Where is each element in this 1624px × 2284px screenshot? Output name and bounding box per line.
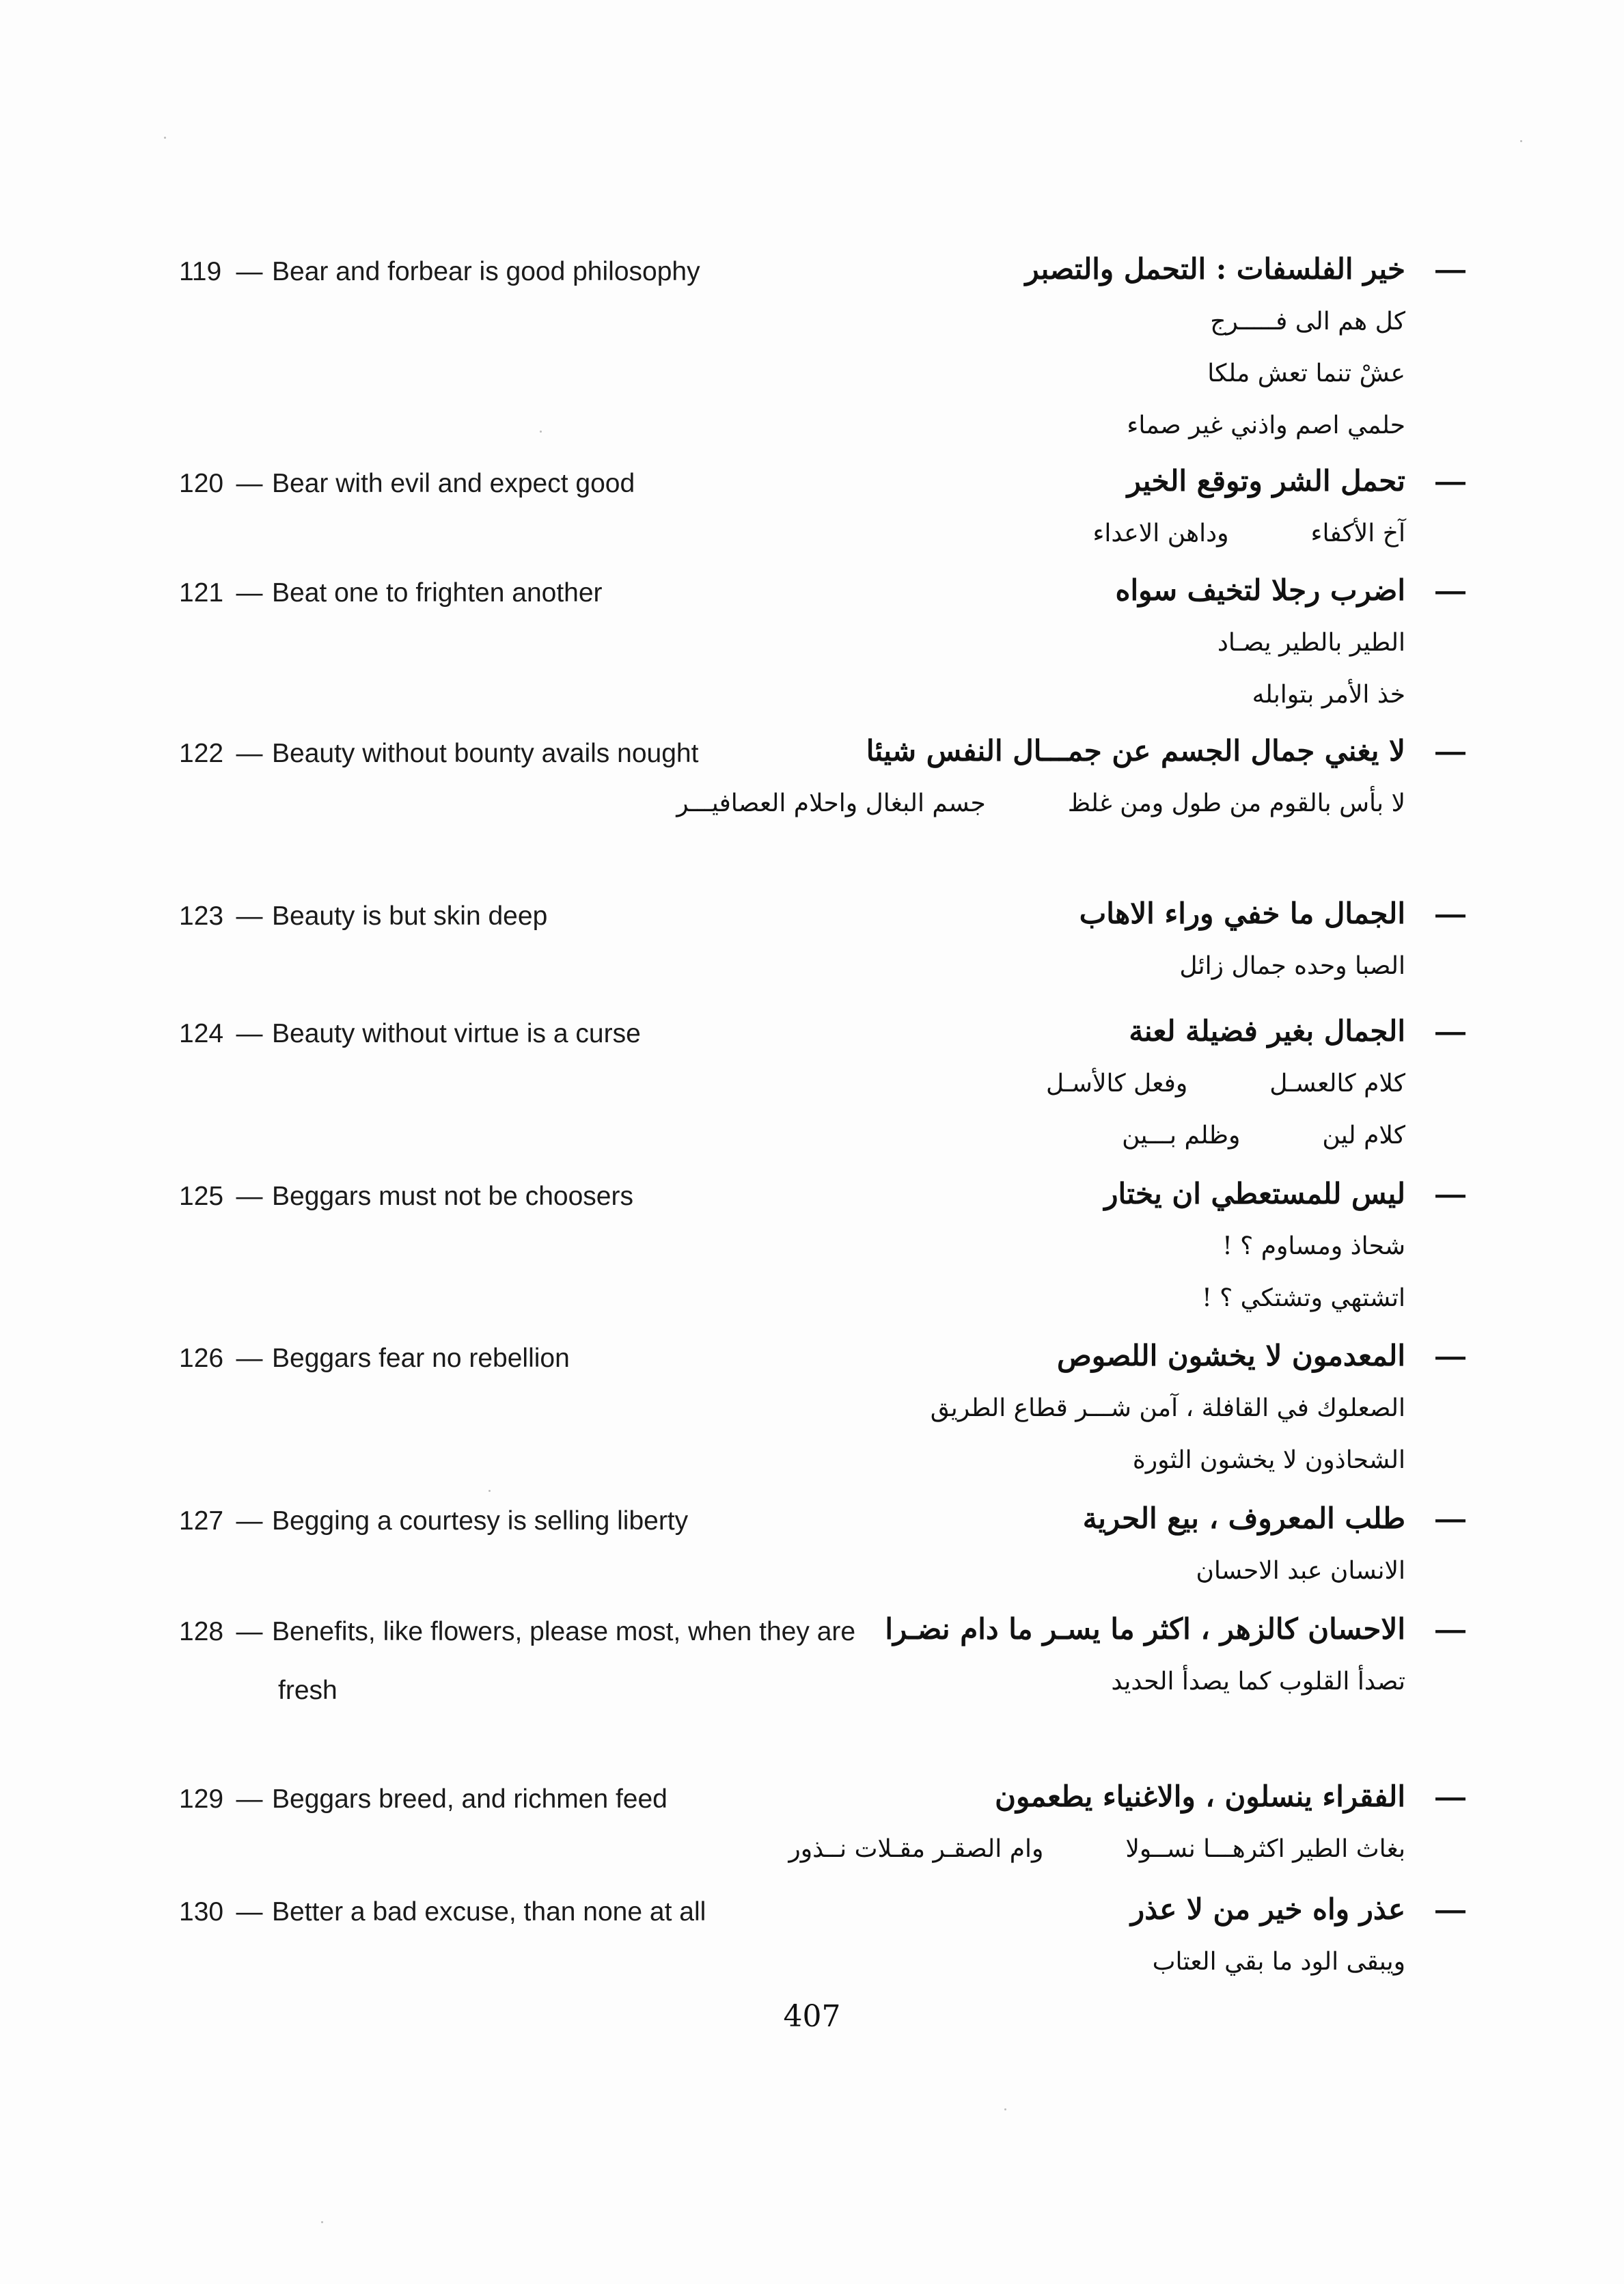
arabic-proverb: — طلب المعروف ، بيع الحرية الانسان عبد الاحسان bbox=[0, 1492, 1624, 1597]
english-proverb: 121 — Beat one to frighten another bbox=[179, 564, 972, 623]
arabic-proverb: — المعدمون لا يخشون اللصوص الصعلوك في القافلة ، آمن شـــر قطاع الطريق الشحاذون لا يخشون الثورة bbox=[0, 1329, 1624, 1486]
english-text: Beauty is but skin deep bbox=[272, 901, 548, 931]
arabic-heading: المعدمون لا يخشون اللصوص bbox=[1057, 1339, 1405, 1372]
arabic-verse: عشْ تنما تعش ملكا bbox=[1207, 359, 1405, 388]
arabic-heading: الفقراء ينسلون ، والاغنياء يطعمون bbox=[995, 1780, 1405, 1813]
arabic-heading: الجمال بغير فضيلة لعنة bbox=[1129, 1014, 1405, 1048]
english-text: Beauty without bounty avails nought bbox=[272, 739, 699, 768]
english-text: Begging a courtesy is selling liberty bbox=[272, 1506, 689, 1536]
english-proverb: 130 — Better a bad excuse, than none at all bbox=[179, 1883, 972, 1942]
english-text: Better a bad excuse, than none at all bbox=[272, 1897, 706, 1927]
entry-number: 122 bbox=[179, 739, 224, 768]
page-number: 407 bbox=[783, 1999, 841, 2034]
english-text: Benefits, like flowers, please most, when they are bbox=[272, 1617, 856, 1646]
english-proverb: 120 — Bear with evil and expect good bbox=[179, 454, 972, 513]
entry-number: 123 bbox=[179, 901, 224, 931]
english-text: Beggars breed, and richmen feed bbox=[272, 1784, 668, 1814]
scan-speck bbox=[488, 1490, 491, 1492]
arabic-verse: آخ الأكفاء وداهن الاعداء bbox=[1092, 519, 1405, 547]
entry-number: 119 bbox=[179, 257, 222, 286]
english-proverb: 122 — Beauty without bounty avails nought bbox=[179, 724, 972, 783]
arabic-proverb: — تحمل الشر وتوقع الخير آخ الأكفاء وداهن الاعداء bbox=[0, 454, 1624, 560]
arabic-proverb: — لا يغني جمال الجسم عن جمـــال النفس شيئا لا بأس بالقوم من طول ومن غلظ جسم البغال واحلام العصافيـــر bbox=[0, 724, 1624, 830]
arabic-verse: الصبا وحده جمال زائل bbox=[1179, 952, 1405, 980]
english-proverb: 129 — Beggars breed, and richmen feed bbox=[179, 1770, 972, 1829]
arabic-verse: تصدأ القلوب كما يصدأ الحديد bbox=[1111, 1668, 1405, 1696]
entry-number: 127 bbox=[179, 1506, 224, 1536]
arabic-verse: بغاث الطير اكثرهـــا نســولا وام الصقـر مقـلات نــذور bbox=[788, 1835, 1405, 1863]
arabic-heading: الجمال ما خفي وراء الاهاب bbox=[1079, 897, 1405, 930]
arabic-verse: ويبقى الود ما بقي العتاب bbox=[1152, 1948, 1405, 1976]
arabic-verse: الشحاذون لا يخشون الثورة bbox=[1132, 1446, 1405, 1474]
arabic-verse: الانسان عبد الاحسان bbox=[1196, 1557, 1405, 1585]
english-proverb: 124 — Beauty without virtue is a curse bbox=[179, 1005, 972, 1063]
scan-speck bbox=[540, 431, 542, 433]
arabic-verse: لا بأس بالقوم من طول ومن غلظ جسم البغال واحلام العصافيـــر bbox=[676, 789, 1405, 817]
entry-number: 126 bbox=[179, 1344, 224, 1373]
arabic-proverb: — الاحسان كالزهر ، اكثر ما يسـر ما دام نضـرا تصدأ القلوب كما يصدأ الحديد bbox=[0, 1603, 1624, 1708]
scan-speck bbox=[164, 137, 166, 139]
arabic-verse: اتشتهي وتشتكي ؟ ! bbox=[1202, 1284, 1405, 1312]
english-proverb: 119 — Bear and forbear is good philosophy bbox=[179, 243, 972, 301]
arabic-heading: خير الفلسفات : التحمل والتصبر bbox=[1025, 252, 1405, 286]
english-text: Beat one to frighten another bbox=[272, 578, 603, 608]
arabic-proverb: — الجمال ما خفي وراء الاهاب الصبا وحده جمال زائل bbox=[0, 887, 1624, 992]
entry-number: 129 bbox=[179, 1784, 224, 1814]
entry-number: 130 bbox=[179, 1897, 224, 1927]
arabic-verse: كل هم الى فـــــرج bbox=[1210, 308, 1405, 336]
english-text: Beggars must not be choosers bbox=[272, 1182, 633, 1211]
arabic-verse: حلمي اصم واذني غير صماء bbox=[1127, 411, 1405, 439]
arabic-heading: اضرب رجلا لتخيف سواه bbox=[1115, 573, 1405, 607]
english-proverb: 128 — Benefits, like flowers, please most, when they are fresh bbox=[179, 1603, 972, 1720]
arabic-proverb: — ليس للمستعطي ان يختار شحاذ ومساوم ؟ ! اتشتهي وتشتكي ؟ ! bbox=[0, 1167, 1624, 1324]
arabic-verse: خذ الأمر بتوابله bbox=[1252, 681, 1405, 709]
arabic-verse: كلام كالعسـل وفعل كالأسـل bbox=[1045, 1070, 1405, 1098]
arabic-heading: طلب المعروف ، بيع الحرية bbox=[1082, 1501, 1405, 1535]
arabic-verse: الطير بالطير يصـاد bbox=[1217, 629, 1405, 657]
english-proverb: 127 — Begging a courtesy is selling liberty bbox=[179, 1492, 972, 1551]
arabic-heading: الاحسان كالزهر ، اكثر ما يسـر ما دام نضـرا bbox=[885, 1612, 1405, 1646]
arabic-proverb: — الجمال بغير فضيلة لعنة كلام كالعسـل وفعل كالأسـل كلام لين وظلم بـــين bbox=[0, 1005, 1624, 1162]
arabic-heading: عذر واه خير من لا عذر bbox=[1130, 1892, 1405, 1926]
english-proverb: 123 — Beauty is but skin deep bbox=[179, 887, 972, 946]
scan-speck bbox=[1520, 140, 1522, 142]
english-text: Bear with evil and expect good bbox=[272, 469, 635, 498]
english-text: Bear and forbear is good philosophy bbox=[272, 257, 700, 286]
arabic-proverb: — اضرب رجلا لتخيف سواه الطير بالطير يصـاد خذ الأمر بتوابله bbox=[0, 564, 1624, 721]
arabic-verse: كلام لين وظلم بـــين bbox=[1122, 1121, 1405, 1150]
arabic-heading: ليس للمستعطي ان يختار bbox=[1104, 1177, 1405, 1210]
entry-number: 128 bbox=[179, 1617, 224, 1646]
english-text: Beauty without virtue is a curse bbox=[272, 1019, 641, 1048]
arabic-verse: الصعلوك في القافلة ، آمن شـــر قطاع الطريق bbox=[930, 1394, 1405, 1422]
arabic-verse: شحاذ ومساوم ؟ ! bbox=[1222, 1232, 1405, 1260]
english-proverb: 125 — Beggars must not be choosers bbox=[179, 1167, 972, 1226]
english-text: Beggars fear no rebellion bbox=[272, 1344, 570, 1373]
entry-number: 120 bbox=[179, 469, 224, 498]
scan-speck bbox=[1004, 2108, 1006, 2110]
arabic-heading: تحمل الشر وتوقع الخير bbox=[1127, 464, 1405, 498]
english-proverb: 126 — Beggars fear no rebellion bbox=[179, 1329, 972, 1388]
entry-number: 121 bbox=[179, 578, 224, 608]
scan-speck bbox=[321, 2221, 323, 2223]
entry-number: 124 bbox=[179, 1019, 224, 1048]
english-text-continued: fresh bbox=[278, 1676, 338, 1705]
arabic-proverb: — خير الفلسفات : التحمل والتصبر كل هم الى فـــــرج عشْ تنما تعش ملكا حلمي اصم واذني غير صماء bbox=[0, 243, 1624, 452]
arabic-proverb: — عذر واه خير من لا عذر ويبقى الود ما بقي العتاب bbox=[0, 1883, 1624, 1988]
arabic-proverb: — الفقراء ينسلون ، والاغنياء يطعمون بغاث الطير اكثرهـــا نســولا وام الصقـر مقـلات نــذور bbox=[0, 1770, 1624, 1875]
arabic-heading: لا يغني جمال الجسم عن جمـــال النفس شيئا bbox=[866, 734, 1405, 767]
entry-number: 125 bbox=[179, 1182, 224, 1211]
